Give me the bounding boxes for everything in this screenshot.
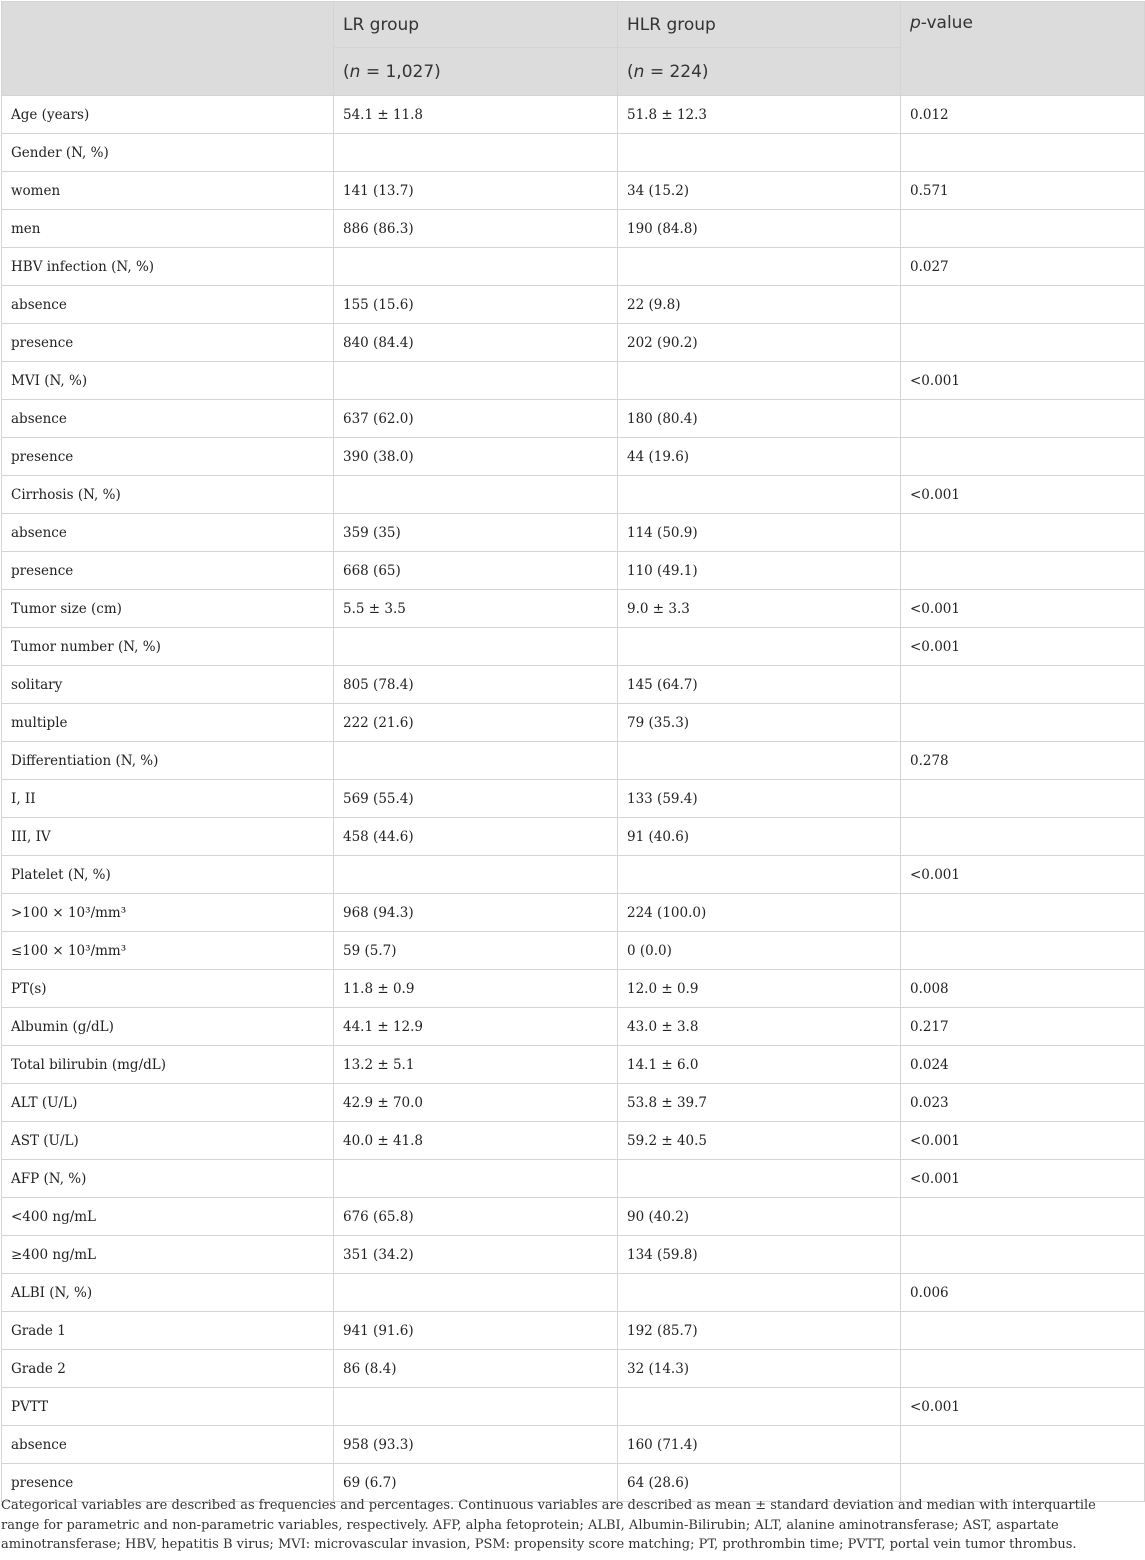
cell-variable: <400 ng/mL <box>2 1198 334 1236</box>
table-row <box>2 476 1145 514</box>
cell-hlr-group: 12.0 ± 0.9 <box>618 970 901 1008</box>
cell-hlr-group: 79 (35.3) <box>618 704 901 742</box>
cell-variable: women <box>2 172 334 210</box>
cell-hlr-group <box>618 1160 901 1198</box>
cell-p-value <box>901 1426 1145 1464</box>
cell-p-value <box>901 552 1145 590</box>
cell-p-value: <0.001 <box>901 1122 1145 1160</box>
table-row <box>2 1426 1145 1464</box>
cell-variable: presence <box>2 1464 334 1502</box>
cell-p-value: <0.001 <box>901 1160 1145 1198</box>
cell-variable: absence <box>2 286 334 324</box>
cell-lr-group: 155 (15.6) <box>334 286 618 324</box>
cell-p-value: 0.024 <box>901 1046 1145 1084</box>
table-row <box>2 1198 1145 1236</box>
cell-lr-group: 59 (5.7) <box>334 932 618 970</box>
cell-lr-group: 676 (65.8) <box>334 1198 618 1236</box>
table-row <box>2 590 1145 628</box>
header-hlr-group <box>618 2 901 48</box>
table-body <box>2 96 1145 1502</box>
cell-lr-group <box>334 134 618 172</box>
table-row <box>2 1160 1145 1198</box>
cell-lr-group: 941 (91.6) <box>334 1312 618 1350</box>
cell-variable: solitary <box>2 666 334 704</box>
cell-lr-group: 958 (93.3) <box>334 1426 618 1464</box>
cell-lr-group <box>334 1274 618 1312</box>
cell-p-value <box>901 1236 1145 1274</box>
table-row <box>2 780 1145 818</box>
cell-p-value <box>901 932 1145 970</box>
cell-lr-group: 11.8 ± 0.9 <box>334 970 618 1008</box>
cell-lr-group: 69 (6.7) <box>334 1464 618 1502</box>
table-row <box>2 856 1145 894</box>
table-row <box>2 1312 1145 1350</box>
cell-hlr-group <box>618 1274 901 1312</box>
cell-variable: multiple <box>2 704 334 742</box>
header-hlr-n-rest: = 224) <box>644 61 709 82</box>
cell-lr-group <box>334 856 618 894</box>
header-variable-cell <box>2 2 334 96</box>
cell-variable: ≤100 × 10³/mm³ <box>2 932 334 970</box>
cell-lr-group: 141 (13.7) <box>334 172 618 210</box>
cell-hlr-group <box>618 362 901 400</box>
cell-p-value: <0.001 <box>901 590 1145 628</box>
header-hlr-n <box>618 48 901 96</box>
cell-variable: presence <box>2 438 334 476</box>
cell-p-value: <0.001 <box>901 628 1145 666</box>
cell-p-value <box>901 704 1145 742</box>
cell-hlr-group <box>618 628 901 666</box>
cell-p-value: 0.012 <box>901 96 1145 134</box>
table-row <box>2 932 1145 970</box>
cell-variable: absence <box>2 1426 334 1464</box>
table-row <box>2 514 1145 552</box>
cell-p-value <box>901 438 1145 476</box>
table-row <box>2 552 1145 590</box>
cell-p-value <box>901 210 1145 248</box>
cell-hlr-group: 202 (90.2) <box>618 324 901 362</box>
cell-p-value: 0.023 <box>901 1084 1145 1122</box>
cell-lr-group: 86 (8.4) <box>334 1350 618 1388</box>
cell-p-value <box>901 780 1145 818</box>
cell-hlr-group: 0 (0.0) <box>618 932 901 970</box>
cell-lr-group: 5.5 ± 3.5 <box>334 590 618 628</box>
cell-lr-group: 222 (21.6) <box>334 704 618 742</box>
cell-lr-group: 54.1 ± 11.8 <box>334 96 618 134</box>
cell-p-value <box>901 818 1145 856</box>
cell-p-value <box>901 324 1145 362</box>
table-row <box>2 704 1145 742</box>
cell-lr-group: 458 (44.6) <box>334 818 618 856</box>
table-row <box>2 172 1145 210</box>
cell-p-value <box>901 1350 1145 1388</box>
cell-lr-group: 886 (86.3) <box>334 210 618 248</box>
cell-lr-group: 968 (94.3) <box>334 894 618 932</box>
cell-hlr-group: 34 (15.2) <box>618 172 901 210</box>
cell-lr-group <box>334 362 618 400</box>
cell-variable: MVI (N, %) <box>2 362 334 400</box>
cell-hlr-group: 64 (28.6) <box>618 1464 901 1502</box>
table-row <box>2 248 1145 286</box>
cell-variable: Grade 1 <box>2 1312 334 1350</box>
table-row <box>2 742 1145 780</box>
table-row <box>2 96 1145 134</box>
cell-lr-group: 359 (35) <box>334 514 618 552</box>
cell-p-value <box>901 134 1145 172</box>
cell-variable: Total bilirubin (mg/dL) <box>2 1046 334 1084</box>
cell-p-value: 0.571 <box>901 172 1145 210</box>
header-lr-label: LR group <box>343 14 420 35</box>
header-lr-group <box>334 2 618 48</box>
cell-variable: Albumin (g/dL) <box>2 1008 334 1046</box>
cell-p-value: 0.008 <box>901 970 1145 1008</box>
cell-variable: absence <box>2 514 334 552</box>
cell-hlr-group: 90 (40.2) <box>618 1198 901 1236</box>
cell-variable: Platelet (N, %) <box>2 856 334 894</box>
header-p-value <box>901 2 1145 96</box>
header-lr-n <box>334 48 618 96</box>
header-lr-n-rest: = 1,027) <box>360 61 441 82</box>
cell-variable: PVTT <box>2 1388 334 1426</box>
cell-p-value: <0.001 <box>901 856 1145 894</box>
cell-variable: I, II <box>2 780 334 818</box>
table-row <box>2 666 1145 704</box>
cell-hlr-group <box>618 248 901 286</box>
header-p-italic: p <box>910 13 921 33</box>
cell-variable: Age (years) <box>2 96 334 134</box>
cell-lr-group: 569 (55.4) <box>334 780 618 818</box>
cell-hlr-group: 110 (49.1) <box>618 552 901 590</box>
cell-variable: Tumor size (cm) <box>2 590 334 628</box>
cell-hlr-group <box>618 134 901 172</box>
cell-p-value <box>901 1198 1145 1236</box>
table-row <box>2 970 1145 1008</box>
cell-p-value <box>901 666 1145 704</box>
cell-variable: Grade 2 <box>2 1350 334 1388</box>
cell-p-value: 0.006 <box>901 1274 1145 1312</box>
cell-variable: presence <box>2 324 334 362</box>
cell-hlr-group: 53.8 ± 39.7 <box>618 1084 901 1122</box>
cell-lr-group: 13.2 ± 5.1 <box>334 1046 618 1084</box>
header-lr-n-italic: n <box>349 61 361 82</box>
cell-variable: absence <box>2 400 334 438</box>
cell-hlr-group <box>618 476 901 514</box>
cell-lr-group: 668 (65) <box>334 552 618 590</box>
cell-hlr-group: 114 (50.9) <box>618 514 901 552</box>
cell-hlr-group: 192 (85.7) <box>618 1312 901 1350</box>
table-row <box>2 1350 1145 1388</box>
cell-p-value: <0.001 <box>901 362 1145 400</box>
cell-hlr-group: 224 (100.0) <box>618 894 901 932</box>
cell-hlr-group: 180 (80.4) <box>618 400 901 438</box>
table-row <box>2 1008 1145 1046</box>
cell-hlr-group: 134 (59.8) <box>618 1236 901 1274</box>
cell-p-value <box>901 1312 1145 1350</box>
header-hlr-n-prefix: ( <box>627 61 634 82</box>
cell-variable: III, IV <box>2 818 334 856</box>
cell-hlr-group: 51.8 ± 12.3 <box>618 96 901 134</box>
cell-variable: >100 × 10³/mm³ <box>2 894 334 932</box>
cell-lr-group <box>334 1160 618 1198</box>
cell-lr-group: 637 (62.0) <box>334 400 618 438</box>
cell-hlr-group: 9.0 ± 3.3 <box>618 590 901 628</box>
table-row <box>2 362 1145 400</box>
table-row <box>2 210 1145 248</box>
cell-variable: men <box>2 210 334 248</box>
table-row <box>2 438 1145 476</box>
cell-variable: Cirrhosis (N, %) <box>2 476 334 514</box>
cell-hlr-group <box>618 742 901 780</box>
cell-variable: presence <box>2 552 334 590</box>
cell-lr-group <box>334 742 618 780</box>
table-footnote: Categorical variables are described as frequencies and percentages. Continuous variables are described as mean ± standard deviation and median with interquartile range for parametric and non-parametric variables, respectively. AFP, alpha fetoprotein; ALBI, Albumin-Bilirubin; ALT, alanine aminotransferase; AST, aspartate aminotransferase; HBV, hepatitis B virus; MVI: microvascular invasion, PSM: propensity score matching; PT, prothrombin time; PVTT, portal vein tumor thrombus. <box>1 1498 1096 1552</box>
cell-variable: ALT (U/L) <box>2 1084 334 1122</box>
cell-hlr-group: 160 (71.4) <box>618 1426 901 1464</box>
cell-variable: ALBI (N, %) <box>2 1274 334 1312</box>
table-row <box>2 400 1145 438</box>
table-row <box>2 1122 1145 1160</box>
baseline-characteristics-table <box>1 1 1145 1502</box>
header-p-rest: -value <box>920 13 973 33</box>
cell-hlr-group: 145 (64.7) <box>618 666 901 704</box>
cell-hlr-group: 133 (59.4) <box>618 780 901 818</box>
table-row <box>2 818 1145 856</box>
header-hlr-label: HLR group <box>627 14 716 35</box>
cell-variable: Gender (N, %) <box>2 134 334 172</box>
table-row <box>2 286 1145 324</box>
table-row <box>2 1236 1145 1274</box>
table-row <box>2 1274 1145 1312</box>
cell-hlr-group <box>618 1388 901 1426</box>
cell-hlr-group <box>618 856 901 894</box>
cell-hlr-group: 22 (9.8) <box>618 286 901 324</box>
cell-lr-group: 351 (34.2) <box>334 1236 618 1274</box>
cell-lr-group: 40.0 ± 41.8 <box>334 1122 618 1160</box>
cell-variable: HBV infection (N, %) <box>2 248 334 286</box>
cell-lr-group: 390 (38.0) <box>334 438 618 476</box>
cell-p-value <box>901 286 1145 324</box>
cell-variable: AST (U/L) <box>2 1122 334 1160</box>
table-row <box>2 134 1145 172</box>
cell-p-value: 0.217 <box>901 1008 1145 1046</box>
cell-lr-group <box>334 476 618 514</box>
header-hlr-n-italic: n <box>633 61 645 82</box>
table-header <box>2 2 1145 96</box>
cell-lr-group: 805 (78.4) <box>334 666 618 704</box>
table-row <box>2 628 1145 666</box>
table-row <box>2 324 1145 362</box>
cell-hlr-group: 32 (14.3) <box>618 1350 901 1388</box>
cell-p-value <box>901 894 1145 932</box>
cell-lr-group <box>334 1388 618 1426</box>
cell-p-value: 0.278 <box>901 742 1145 780</box>
cell-lr-group: 840 (84.4) <box>334 324 618 362</box>
cell-p-value: 0.027 <box>901 248 1145 286</box>
cell-lr-group: 44.1 ± 12.9 <box>334 1008 618 1046</box>
table-row <box>2 1046 1145 1084</box>
cell-hlr-group: 91 (40.6) <box>618 818 901 856</box>
cell-p-value <box>901 400 1145 438</box>
cell-p-value <box>901 514 1145 552</box>
cell-variable: Differentiation (N, %) <box>2 742 334 780</box>
table-row <box>2 1388 1145 1426</box>
table-row <box>2 1084 1145 1122</box>
table-row <box>2 894 1145 932</box>
cell-lr-group: 42.9 ± 70.0 <box>334 1084 618 1122</box>
cell-hlr-group: 190 (84.8) <box>618 210 901 248</box>
cell-lr-group <box>334 248 618 286</box>
cell-lr-group <box>334 628 618 666</box>
cell-hlr-group: 43.0 ± 3.8 <box>618 1008 901 1046</box>
cell-variable: AFP (N, %) <box>2 1160 334 1198</box>
cell-hlr-group: 59.2 ± 40.5 <box>618 1122 901 1160</box>
cell-p-value: <0.001 <box>901 1388 1145 1426</box>
cell-hlr-group: 44 (19.6) <box>618 438 901 476</box>
cell-variable: ≥400 ng/mL <box>2 1236 334 1274</box>
cell-p-value: <0.001 <box>901 476 1145 514</box>
header-lr-n-prefix: ( <box>343 61 350 82</box>
cell-variable: Tumor number (N, %) <box>2 628 334 666</box>
cell-variable: PT(s) <box>2 970 334 1008</box>
cell-hlr-group: 14.1 ± 6.0 <box>618 1046 901 1084</box>
